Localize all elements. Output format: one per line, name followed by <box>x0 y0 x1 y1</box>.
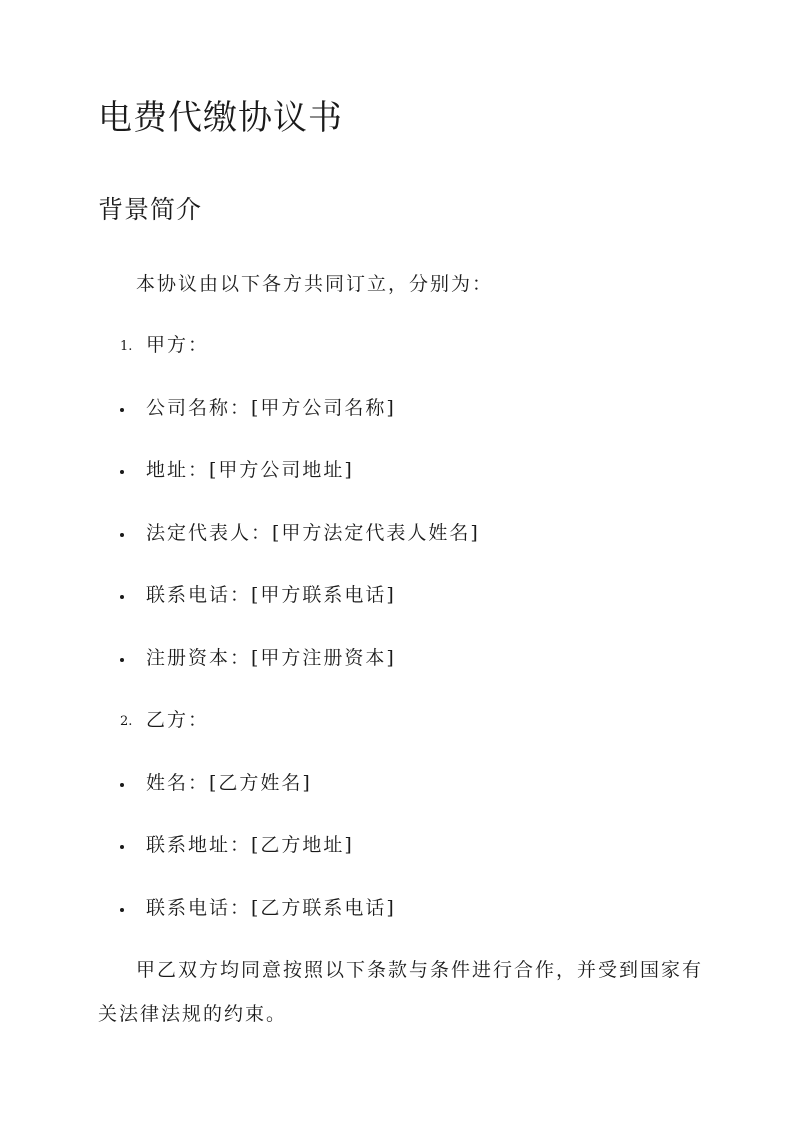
bullet-icon <box>120 595 124 599</box>
list-marker-party-b: 2. <box>120 714 133 729</box>
party-a-legal-representative: 法定代表人：[甲方法定代表人姓名] <box>146 522 480 544</box>
bullet-icon <box>120 533 124 537</box>
bullet-icon <box>120 845 124 849</box>
party-a-registered-capital: 注册资本：[甲方注册资本] <box>146 647 396 669</box>
party-a-label: 甲方： <box>146 334 210 356</box>
bullet-icon <box>120 408 124 412</box>
bullet-icon <box>120 783 124 787</box>
bullet-icon <box>120 908 124 912</box>
closing-paragraph-line-2: 关法律法规的约束。 <box>98 1003 288 1025</box>
section-heading-background: 背景简介 <box>98 195 203 224</box>
party-a-address: 地址：[甲方公司地址] <box>146 459 354 481</box>
party-b-phone: 联系电话：[乙方联系电话] <box>146 897 396 919</box>
bullet-icon <box>120 470 124 474</box>
bullet-icon <box>120 658 124 662</box>
party-b-name: 姓名：[乙方姓名] <box>146 772 312 794</box>
intro-paragraph: 本协议由以下各方共同订立，分别为： <box>136 273 494 295</box>
party-b-label: 乙方： <box>146 709 210 731</box>
document-title: 电费代缴协议书 <box>98 98 343 138</box>
closing-paragraph-line-1: 甲乙双方均同意按照以下条款与条件进行合作，并受到国家有 <box>136 959 704 981</box>
list-marker-party-a: 1. <box>120 339 133 354</box>
party-b-address: 联系地址：[乙方地址] <box>146 834 354 856</box>
party-a-company-name: 公司名称：[甲方公司名称] <box>146 397 396 419</box>
party-a-phone: 联系电话：[甲方联系电话] <box>146 584 396 606</box>
